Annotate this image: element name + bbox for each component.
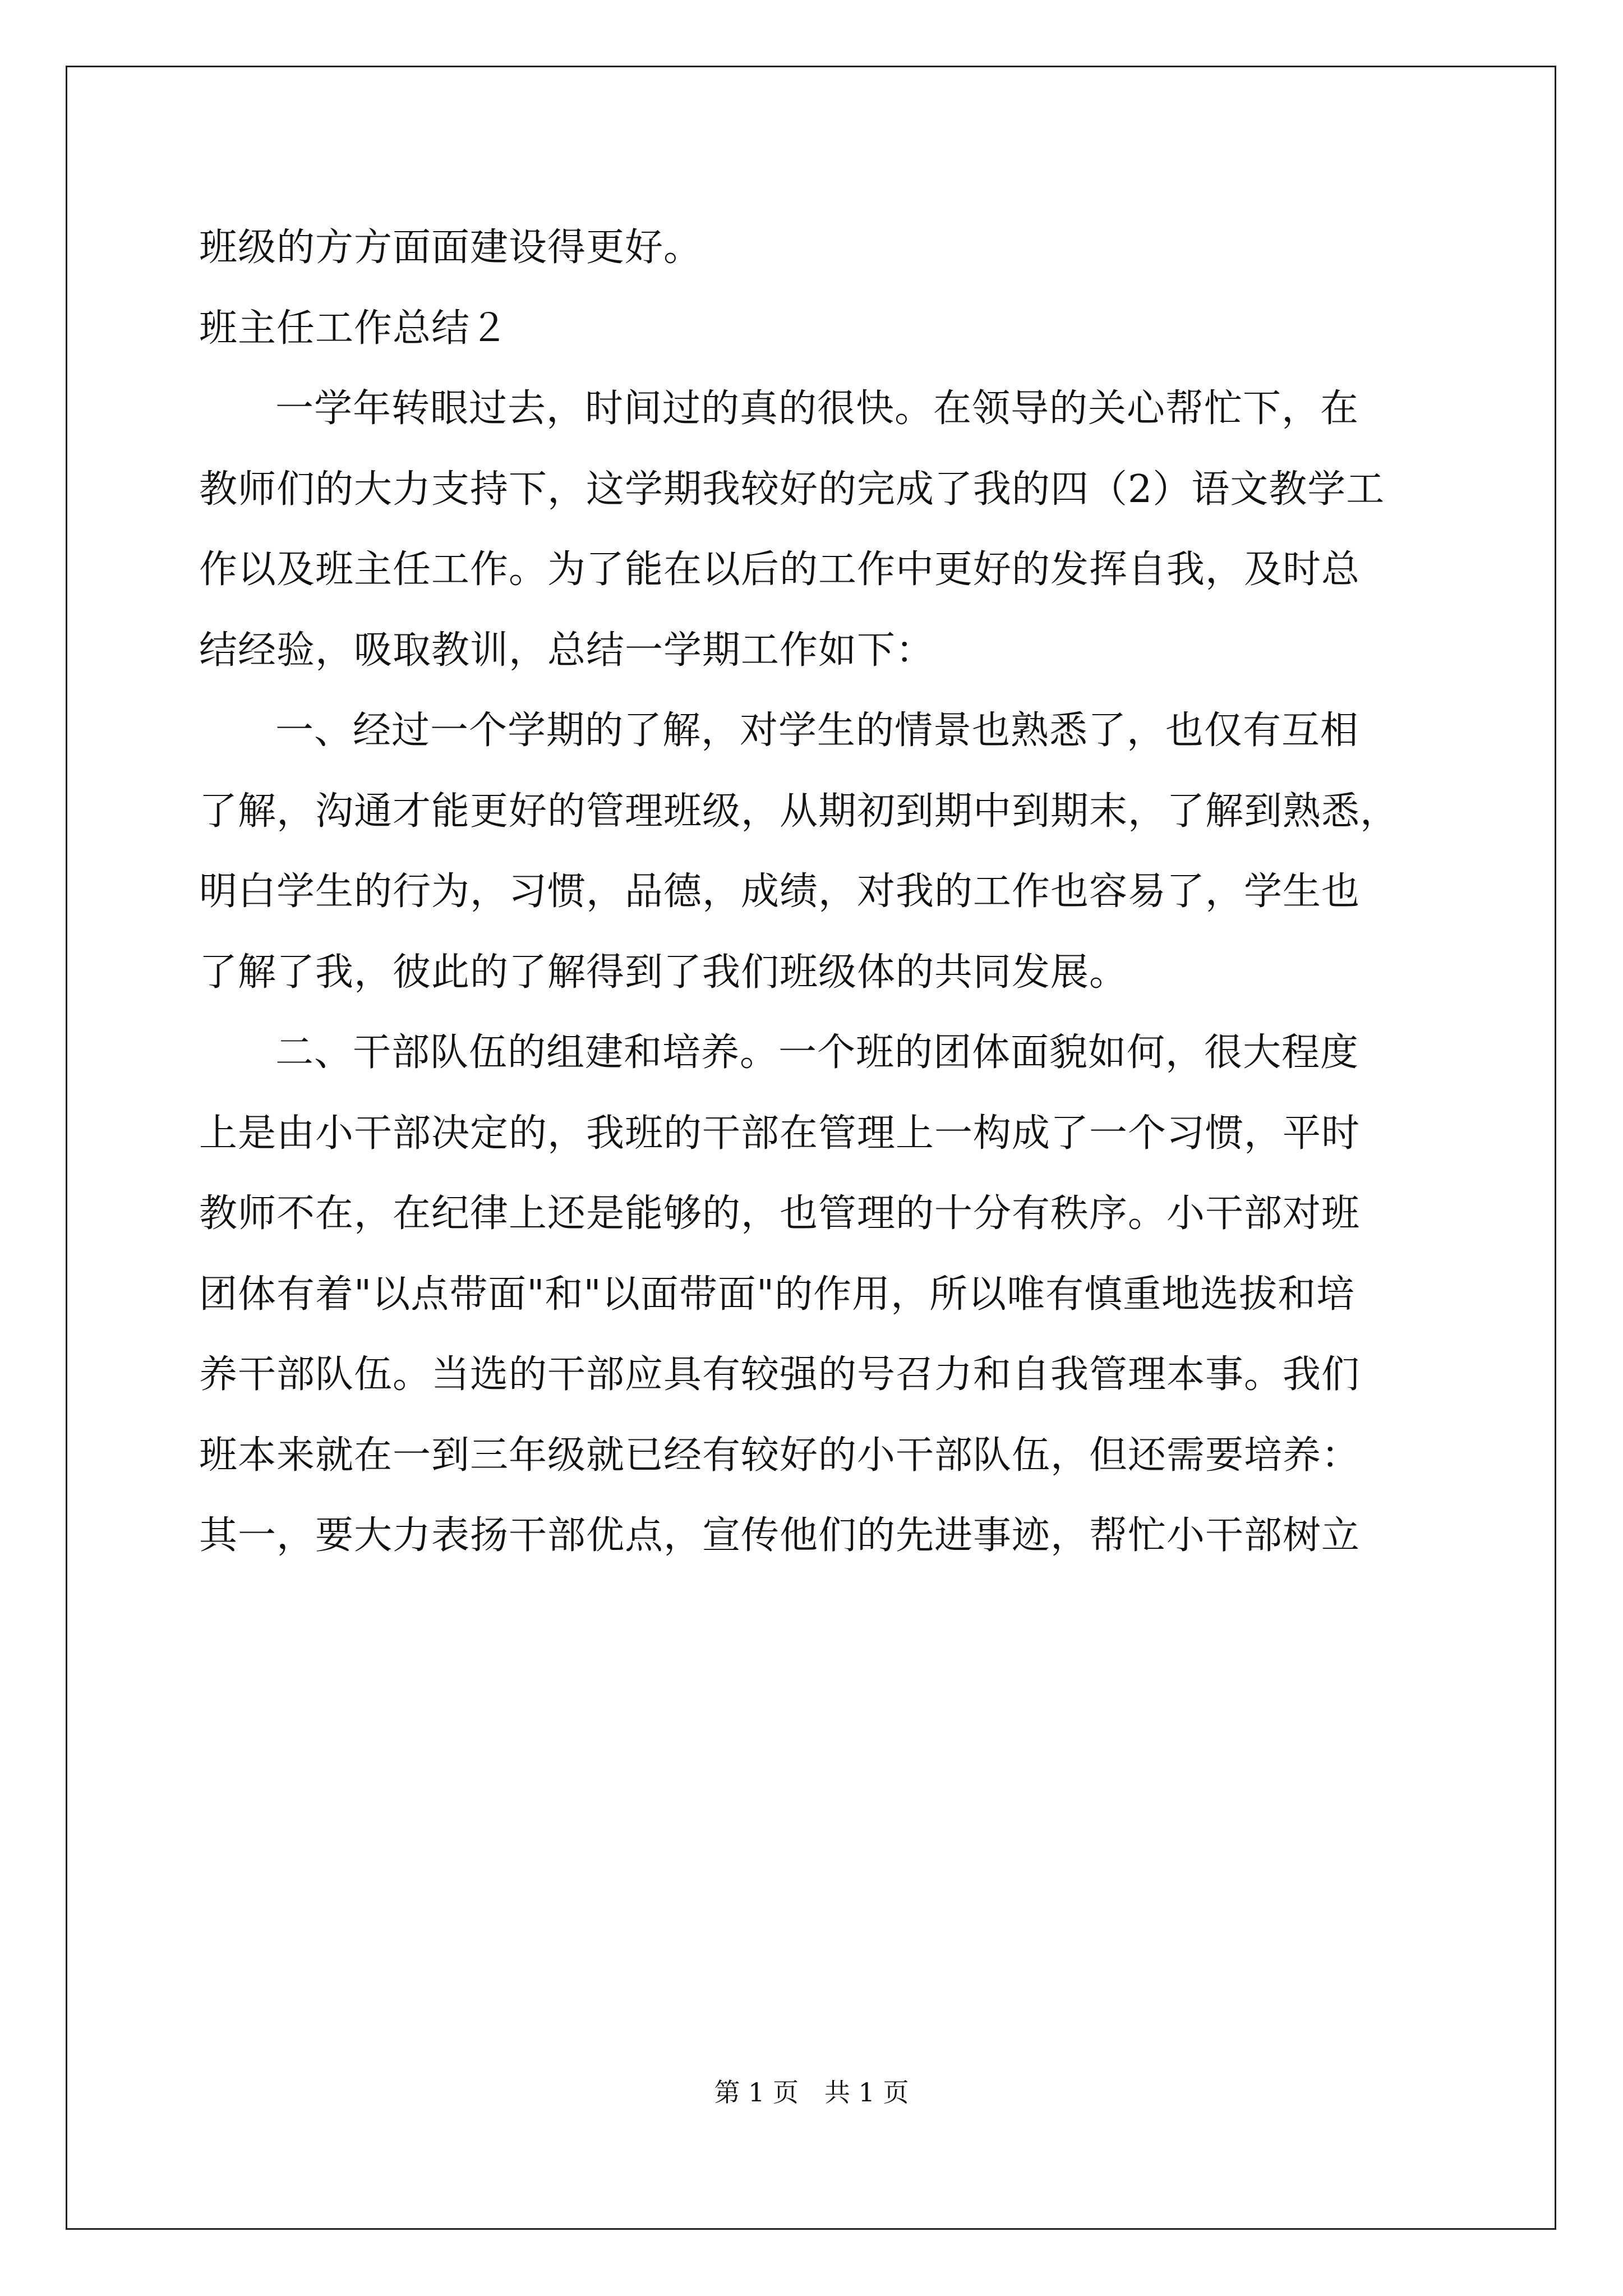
text-line-5: 作以及班主任工作。为了能在以后的工作中更好的发挥自我，及时总 <box>199 547 1361 592</box>
text-line-9: 明白学生的行为，习惯，品德，成绩，对我的工作也容易了，学生也 <box>199 869 1361 914</box>
text-line-11: 二、干部队伍的组建和培养。一个班的团体面貌如何，很大程度 <box>275 1030 1359 1075</box>
text-line-13: 教师不在，在纪律上还是能够的，也管理的十分有秩序。小干部对班 <box>199 1191 1361 1236</box>
text-line-15: 养干部队伍。当选的干部应具有较强的号召力和自我管理本事。我们 <box>199 1352 1361 1397</box>
page-number: 第 1 页 共 1 页 <box>714 2077 909 2108</box>
text-line-14: 团体有着"以点带面"和"以面带面"的作用，所以唯有慎重地选拔和培 <box>199 1272 1355 1317</box>
text-line-3: 一学年转眼过去，时间过的真的很快。在领导的关心帮忙下，在 <box>275 386 1359 431</box>
text-line-12: 上是由小干部决定的，我班的干部在管理上一构成了一个习惯，平时 <box>199 1111 1361 1156</box>
text-line-10: 了解了我，彼此的了解得到了我们班级体的共同发展。 <box>199 950 1128 995</box>
text-line-16: 班本来就在一到三年级就已经有较好的小干部队伍，但还需要培养： <box>199 1433 1361 1478</box>
document-body <box>199 208 1422 1576</box>
text-line-6: 结经验，吸取教训，总结一学期工作如下： <box>199 628 935 673</box>
text-line-4: 教师们的大力支持下，这学期我较好的完成了我的四（2）语文教学工 <box>199 467 1385 512</box>
text-line-17: 其一，要大力表扬干部优点，宣传他们的先进事迹，帮忙小干部树立 <box>199 1513 1361 1558</box>
text-line-1: 班级的方方面面建设得更好。 <box>199 226 703 270</box>
text-line-7: 一、经过一个学期的了解，对学生的情景也熟悉了，也仅有互相 <box>275 708 1359 753</box>
text-line-8: 了解，沟通才能更好的管理班级，从期初到期中到期末，了解到熟悉， <box>199 789 1399 834</box>
section-heading: 班主任工作总结２ <box>199 306 509 351</box>
